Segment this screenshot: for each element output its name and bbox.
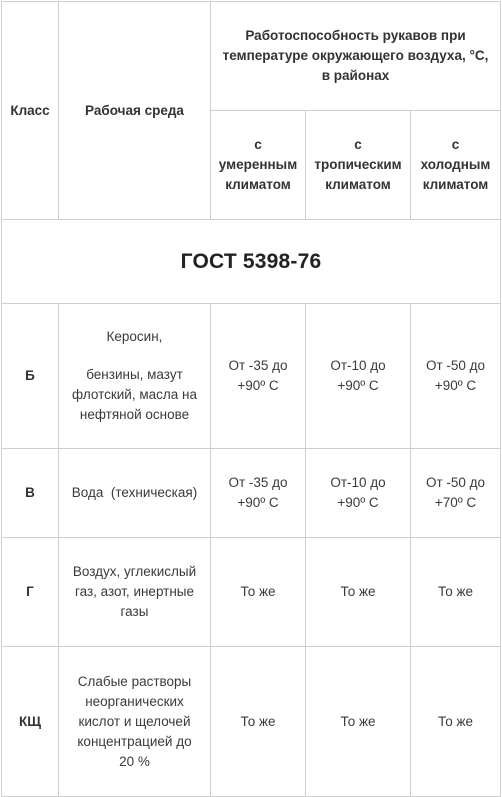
- row-medium: [59, 304, 211, 449]
- header-row-top: [2, 2, 501, 111]
- row-cold: То же: [411, 647, 501, 797]
- section-row: [2, 220, 501, 304]
- row-medium: Вода (техническая): [59, 449, 211, 538]
- table-row: [2, 538, 501, 647]
- row-cold: От -50 до +90º С: [411, 304, 501, 449]
- section-title: ГОСТ 5398-76: [2, 220, 501, 304]
- row-medium: Слабые растворы неорганических кислот и щелочей концентрацией до 20 %: [59, 647, 211, 797]
- row-moderate: То же: [211, 538, 306, 647]
- row-tropical: От-10 до +90º С: [306, 449, 411, 538]
- header-class: Класс: [2, 2, 59, 220]
- row-class: Г: [2, 538, 59, 647]
- row-medium: Воздух, углекислый газ, азот, инертные газы: [59, 538, 211, 647]
- row-moderate: От -35 до +90º С: [211, 304, 306, 449]
- row-cold: То же: [411, 538, 501, 647]
- row-medium-line1: Керосин,: [106, 329, 163, 344]
- row-class: Б: [2, 304, 59, 449]
- header-climate-moderate: с умеренным климатом: [211, 111, 306, 220]
- row-class: В: [2, 449, 59, 538]
- row-class: КЩ: [2, 647, 59, 797]
- header-climate-cold: с холодным климатом: [411, 111, 501, 220]
- hose-specification-table: [1, 1, 501, 797]
- table-row: [2, 449, 501, 538]
- row-tropical: От-10 до +90º С: [306, 304, 411, 449]
- row-tropical: То же: [306, 538, 411, 647]
- row-tropical: То же: [306, 647, 411, 797]
- header-performance: Работоспособность рукавов при температуре окружающего воздуха, °С, в районах: [211, 2, 501, 111]
- row-moderate: От -35 до +90º С: [211, 449, 306, 538]
- table-row: [2, 647, 501, 797]
- row-moderate: То же: [211, 647, 306, 797]
- header-climate-tropical: с тропическим климатом: [306, 111, 411, 220]
- row-medium-line2: бензины, мазут флотский, масла на нефтяной основе: [72, 367, 197, 422]
- table-row: [2, 304, 501, 449]
- header-medium: Рабочая среда: [59, 2, 211, 220]
- row-cold: От -50 до +70º С: [411, 449, 501, 538]
